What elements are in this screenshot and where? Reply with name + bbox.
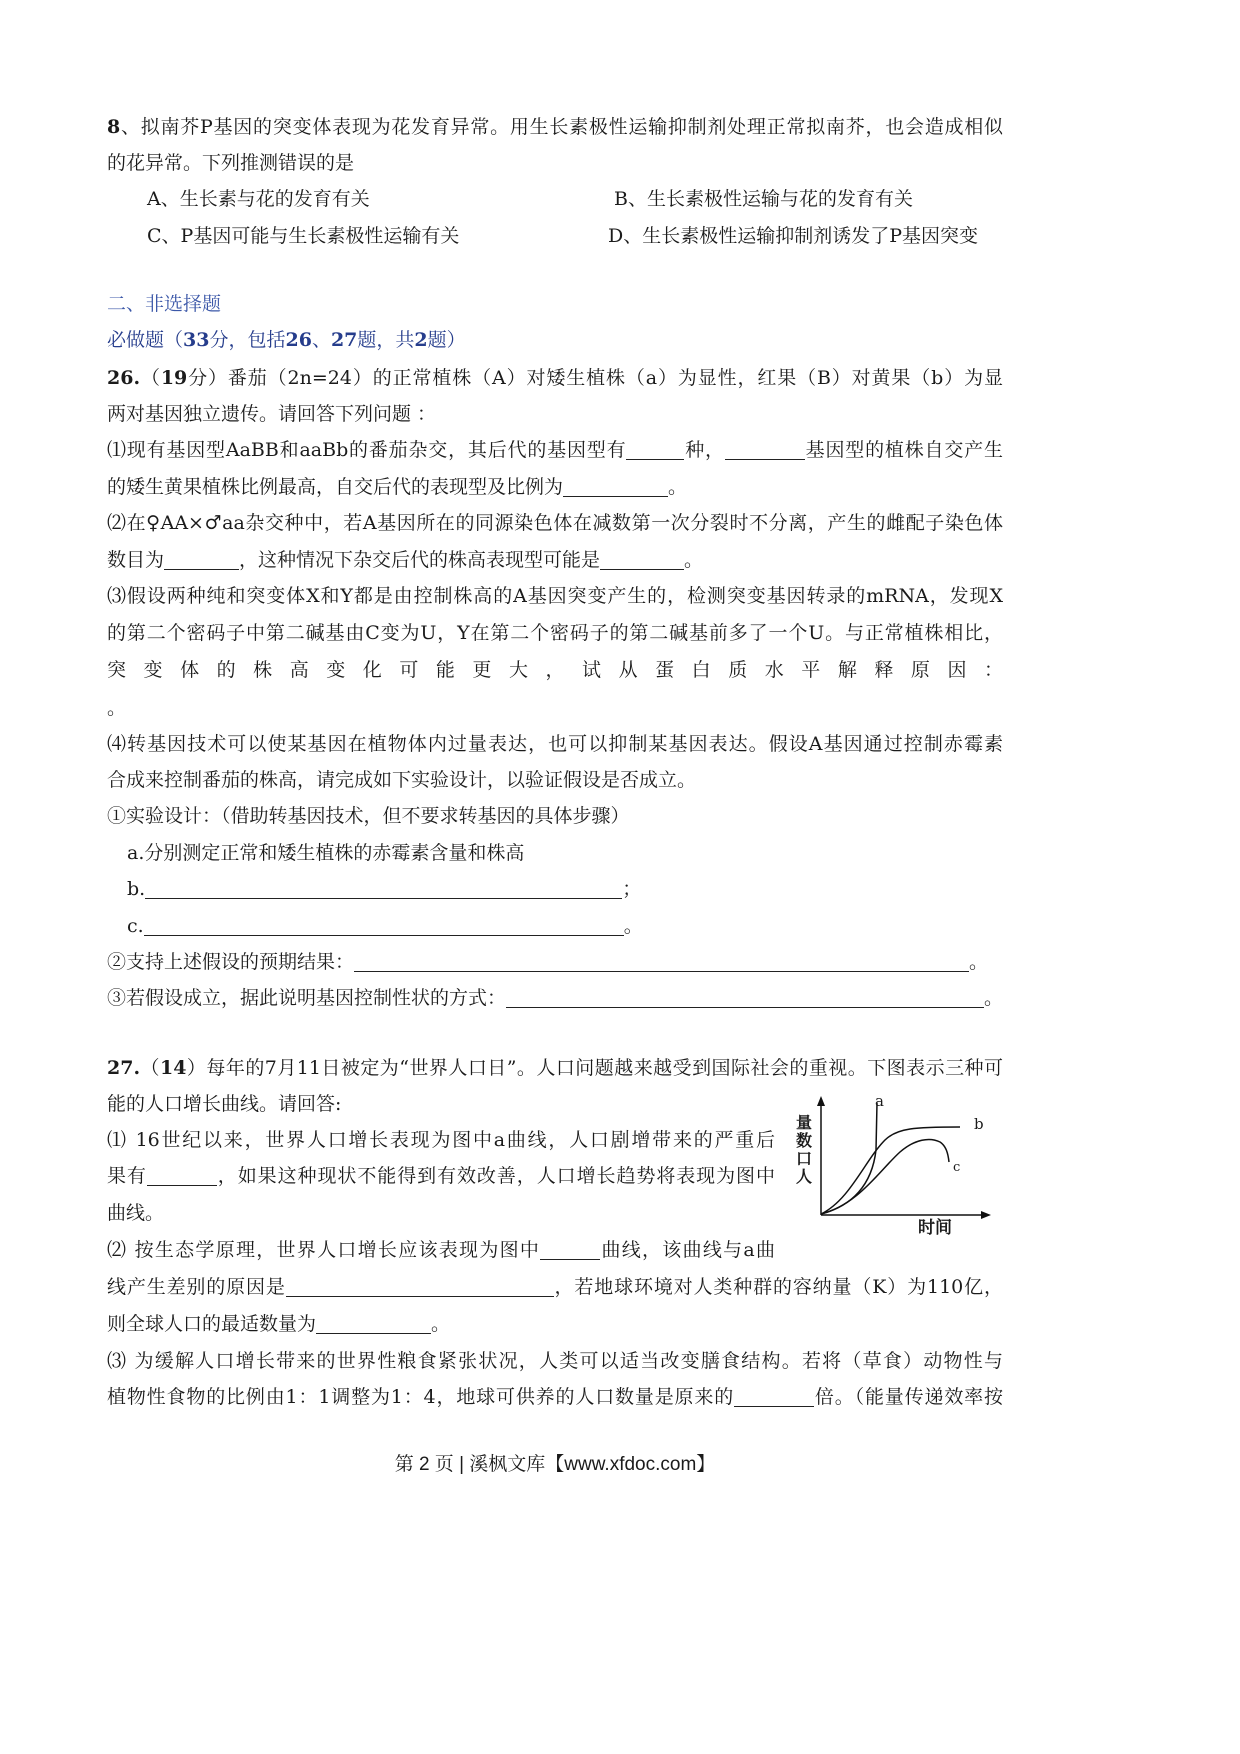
required-text: 、 — [311, 329, 331, 351]
q8-option-a: A、生长素与花的发育有关 — [147, 188, 370, 210]
question-score: 14 — [160, 1057, 187, 1079]
q27-part2-line-3 — [107, 1306, 1003, 1342]
step-end: ； — [622, 878, 642, 900]
y-axis-label-char: 数 — [795, 1131, 812, 1150]
curve-b — [821, 1127, 960, 1214]
q26-stem-line-2: 两对基因独立遗传。请回答下列问题 ： — [107, 403, 437, 425]
step-end: 。 — [623, 915, 643, 937]
q27-part2-text: 线产生差别的原因是 — [107, 1276, 286, 1298]
step-label: b. — [127, 878, 146, 900]
q26-part1-line-1 — [107, 432, 1003, 468]
q26-part1-text: 。 — [668, 476, 688, 498]
q26-part1-text: ⑴现有基因型AaBB和aaBb的番茄杂交，其后代的基因型有 — [107, 439, 627, 461]
q8-stem-line-1 — [107, 109, 1003, 145]
q26-step-a: a.分别测定正常和矮生植株的赤霉素含量和株高 — [127, 842, 525, 864]
page-footer: 第 2 页 | 溪枫文库【www.xfdoc.com】 — [394, 1454, 716, 1475]
gene-control-end: 。 — [984, 987, 1003, 1009]
q8-option-b: B、生长素极性运输与花的发育有关 — [614, 188, 913, 210]
y-axis-label-char: 口 — [795, 1149, 812, 1168]
answer-blank — [164, 549, 239, 570]
q26-part2-line-1: ⑵在♀AA×♂aa杂交种中，若A基因所在的同源染色体在减数第一次分裂时不分离，产生的雌配子染色体 — [107, 512, 1003, 534]
answer-blank — [354, 951, 969, 972]
answer-blank — [600, 549, 684, 570]
required-text: 必做题（ — [107, 329, 184, 351]
answer-blank — [725, 439, 805, 460]
answer-blank — [563, 476, 668, 497]
y-axis-label — [794, 1114, 814, 1186]
q8-stem-line-2: 的花异常。下列推测错误的是 — [107, 152, 355, 174]
y-axis-label-char: 量 — [795, 1113, 812, 1132]
q26-stem-line-1 — [107, 360, 1003, 396]
q27-part1-line-3: 曲线。 — [107, 1202, 165, 1224]
gene-control-text: ③若假设成立，据此说明基因控制性状的方式： — [107, 987, 507, 1009]
q27-part1-line-1: ⑴ 16世纪以来，世界人口增长表现为图中a曲线，人口剧增带来的严重后 — [107, 1129, 775, 1151]
q27-part2-line-1 — [107, 1232, 775, 1268]
q27-part1-text: ，如果这种现状不能得到有效改善，人口增长趋势将表现为图中 — [216, 1165, 775, 1187]
required-text: 题） — [427, 329, 466, 351]
curve-c — [821, 1139, 949, 1214]
q26-part2-line-2 — [107, 542, 1003, 578]
q8-option-c: C、P基因可能与生长素极性运输有关 — [147, 225, 460, 247]
q26-expected-result — [107, 944, 1003, 980]
q27-part3-line-1: ⑶ 为缓解人口增长带来的世界性粮食紧张状况，人类可以适当改变膳食结构。若将（草食）动物性与 — [107, 1350, 1003, 1372]
q26-part4-line-2: 合成来控制番茄的株高，请完成如下实验设计，以验证假设是否成立。 — [107, 769, 697, 791]
q27-part2-line-2 — [107, 1269, 1003, 1305]
q27-part3-text: 植物性食物的比例由1：1调整为1：4，地球可供养的人口数量是原来的 — [107, 1386, 735, 1408]
q26-stem-text: 分）番茄（2n=24）的正常植株（A）对矮生植株（a）为显性，红果（B）对黄果（b）为显 — [187, 367, 1003, 389]
q27-part1-text: 果有 — [107, 1165, 147, 1187]
q26-part1-text: 的矮生黄果植株比例最高，自交后代的表现型及比例为 — [107, 476, 564, 498]
answer-blank — [540, 1239, 600, 1260]
answer-blank — [147, 1165, 217, 1186]
required-text: 分，包括 — [209, 329, 286, 351]
q27-stem-line-2: 能的人口增长曲线。请回答: — [107, 1093, 342, 1115]
curve-a-label: a — [875, 1092, 884, 1110]
required-count: 2 — [414, 329, 428, 351]
q26-part3-line-1: ⑶假设两种纯和突变体X和Y都是由控制株高的A基因突变产生的，检测突变基因转录的mRNA，发现X — [107, 585, 1003, 607]
x-axis-label: 时间 — [918, 1218, 952, 1238]
question-number: 27. — [107, 1057, 141, 1079]
answer-blank — [506, 987, 984, 1008]
section-required-note — [107, 322, 1003, 358]
question-number: 8 — [107, 116, 121, 138]
q26-part4-line-1: ⑷转基因技术可以使某基因在植物体内过量表达，也可以抑制某基因表达。假设A基因通过控制赤霉素 — [107, 733, 1003, 755]
curve-a — [821, 1103, 877, 1214]
answer-blank — [626, 439, 684, 460]
section-title: 二、非选择题 — [107, 293, 222, 315]
score-bracket: （ — [140, 367, 161, 389]
q26-part1-text: 种， — [684, 439, 725, 461]
q26-part1-text: 基因型的植株自交产生 — [804, 439, 1003, 461]
y-axis-arrow — [817, 1096, 825, 1106]
q26-part1-line-2 — [107, 469, 1003, 505]
score-bracket: （ — [140, 1057, 160, 1079]
q27-part2-text: ，若地球环境对人类种群的容纳量（K）为110亿， — [553, 1276, 1003, 1298]
x-axis-arrow — [981, 1211, 991, 1219]
q26-gene-control-way — [107, 980, 1003, 1016]
q26-part2-text: 数目为 — [107, 549, 165, 571]
q8-option-d: D、生长素极性运输抑制剂诱发了P基因突变 — [608, 225, 979, 247]
answer-blank — [144, 915, 624, 936]
step-label: c. — [127, 915, 144, 937]
q26-part2-text: 。 — [684, 549, 704, 571]
q26-part3-line-3: 突变体的株高变化可能更大，试从蛋白质水平解释原因： — [107, 659, 1003, 681]
q27-stem-text: 每年的7月11日被定为“世界人口日”。人口问题越来越受到国际社会的重视。下图表示三种可 — [206, 1057, 1003, 1079]
q27-part1-line-2 — [107, 1158, 775, 1194]
q8-stem-text: 、拟南芥P基因的突变体表现为花发育异常。用生长素极性运输抑制剂处理正常拟南芥，也会造成相似 — [120, 116, 1003, 138]
answer-blank — [286, 1276, 554, 1297]
answer-blank — [316, 1313, 431, 1334]
q27-part3-line-2 — [107, 1379, 1003, 1415]
q27-stem-line-1 — [107, 1050, 1003, 1086]
curve-c-label: c — [953, 1160, 961, 1175]
q26-step-c — [127, 908, 1023, 944]
q26-step-b — [127, 871, 1023, 907]
required-question-number: 27 — [330, 329, 358, 351]
question-number: 26. — [107, 367, 141, 389]
q26-part3-line-2: 的第二个密码子中第二碱基由C变为U，Y在第二个密码子的第二碱基前多了一个U。与正常植株相比， — [107, 622, 1003, 644]
q27-part3-text: 倍。（能量传递效率按 — [814, 1386, 1003, 1408]
q27-part2-text: 则全球人口的最适数量为 — [107, 1313, 317, 1335]
answer-blank — [734, 1386, 814, 1407]
q26-part3-line-4: 。 — [107, 697, 127, 719]
question-score: 19 — [160, 367, 188, 389]
q27-part2-text: ⑵ 按生态学原理，世界人口增长应该表现为图中 — [107, 1239, 541, 1261]
required-score: 33 — [183, 329, 210, 351]
q27-part2-text: 曲线，该曲线与a曲 — [600, 1239, 775, 1261]
q26-part2-text: ，这种情况下杂交后代的株高表现型可能是 — [239, 549, 601, 571]
q26-experiment-design: ①实验设计：（借助转基因技术，但不要求转基因的具体步骤） — [107, 805, 630, 827]
curve-b-label: b — [974, 1115, 984, 1133]
answer-blank — [145, 878, 622, 899]
expected-result-text: ②支持上述假设的预期结果： — [107, 951, 355, 973]
score-bracket: ） — [186, 1057, 207, 1079]
required-question-number: 26 — [285, 329, 312, 351]
required-text: 题，共 — [357, 329, 415, 351]
y-axis-label-char: 人 — [795, 1167, 812, 1186]
q27-part2-text: 。 — [431, 1313, 451, 1335]
expected-result-end: 。 — [969, 951, 989, 973]
